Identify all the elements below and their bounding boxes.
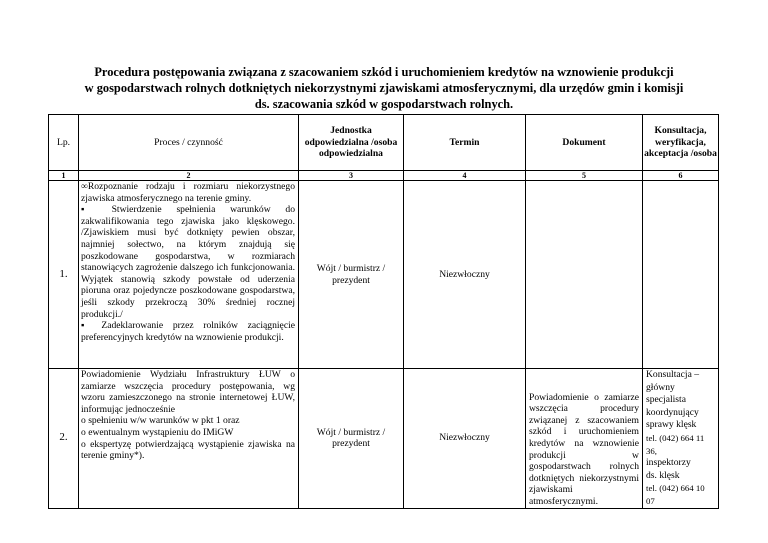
col-number: 4 <box>404 171 526 181</box>
consult-line: główny specjalista <box>646 381 686 406</box>
row-number: 2. <box>49 369 79 509</box>
col-number: 6 <box>643 171 719 181</box>
document-cell: Powiadomienie o zamiarze wszczęcia procedury związanej z szacowaniem szkód i uruchomieniem kredytów na wznowienie produkcji w gospodarstwach rolnych dotkniętych niekorzystnymi zjawiskami atmosferycznymi. <box>526 369 643 509</box>
consult-cell <box>643 181 719 369</box>
consult-cell <box>643 369 719 509</box>
process-step: ∞Rozpoznanie rodzaju i rozmiaru niekorzystnego zjawiska atmosferycznego na terenie gminy. <box>81 181 295 204</box>
col-number: 5 <box>526 171 643 181</box>
consult-phone: tel. (042) 664 11 36, <box>646 432 705 456</box>
consult-line: inspektorzy <box>646 457 691 469</box>
col-number: 1 <box>49 171 79 181</box>
process-step: ▪ Stwierdzenie spełnienia warunków do zakwalifikowania tego zjawiska jako klęskowego. /Zjawiskiem musi być dotknięty pewien obszar, najmniej sołectwo, na którym znajdują się poszkodowane gospodarstwa, w rozmiarach stanowiących zagrożenie dalszego ich funkcjonowania. Wyjątek stanowią szkody powstałe od uderzenia pioruna oraz pojedyncze poszkodowane gospodarstwa, jeśli szkody przekroczą 30% średniej rocznej produkcji./ <box>81 204 295 320</box>
header-document: Dokument <box>526 115 643 171</box>
header-process: Proces / czynność <box>79 115 299 171</box>
responsible-unit: Wójt / burmistrz / prezydent <box>299 181 404 369</box>
process-cell <box>79 369 299 509</box>
document-title <box>60 64 708 112</box>
process-step: o ekspertyzę potwierdzającą wystąpienie zjawiska na terenie gminy*). <box>81 438 295 462</box>
header-row <box>49 115 719 171</box>
responsible-unit: Wójt / burmistrz / prezydent <box>299 369 404 509</box>
col-number: 3 <box>299 171 404 181</box>
header-consult: Konsultacja, weryfikacja, akceptacja /osoba <box>643 115 719 171</box>
col-number: 2 <box>79 171 299 181</box>
title-line-2: w gospodarstwach rolnych dotkniętych niekorzystnymi zjawiskami atmosferycznymi, dla urzędów gmin i komisji <box>84 81 684 95</box>
process-step: o spełnieniu w/w warunków w pkt 1 oraz <box>81 415 240 427</box>
process-step: o ewentualnym wystąpieniu do IMiGW <box>81 426 234 438</box>
header-term: Termin <box>404 115 526 171</box>
title-line-3: ds. szacowania szkód w gospodarstwach rolnych. <box>254 97 514 111</box>
table-row <box>49 369 719 509</box>
procedure-table <box>48 114 719 509</box>
consult-line: koordynujący <box>646 406 699 418</box>
term: Niezwłoczny <box>404 369 526 509</box>
consult-phone: tel. (042) 664 10 07 <box>646 483 705 506</box>
column-number-row <box>49 171 719 181</box>
consult-line: sprawy klęsk <box>646 419 697 431</box>
process-step: ▪ Zadeklarowanie przez rolników zaciągnięcie preferencyjnych kredytów na wznowienie produkcji. <box>81 320 295 343</box>
term: Niezwłoczny <box>404 181 526 369</box>
header-unit: Jednostka odpowiedzialna /osoba odpowiedzialna <box>299 115 404 171</box>
consult-line: ds. klęsk <box>646 469 680 481</box>
title-line-1: Procedura postępowania związana z szacowaniem szkód i uruchomieniem kredytów na wznowienie produkcji <box>94 65 674 79</box>
header-lp: Lp. <box>49 115 79 171</box>
process-cell <box>79 181 299 369</box>
consult-line: Konsultacja – <box>646 369 700 380</box>
process-step: Powiadomienie Wydziału Infrastruktury ŁUW o zamiarze wszczęcia procedury postępowania, wg wzoru zamieszczonego na stronie internetowej ŁUW, informując jednocześnie <box>81 369 295 415</box>
document-cell <box>526 181 643 369</box>
table-row <box>49 181 719 369</box>
row-number: 1. <box>49 181 79 369</box>
